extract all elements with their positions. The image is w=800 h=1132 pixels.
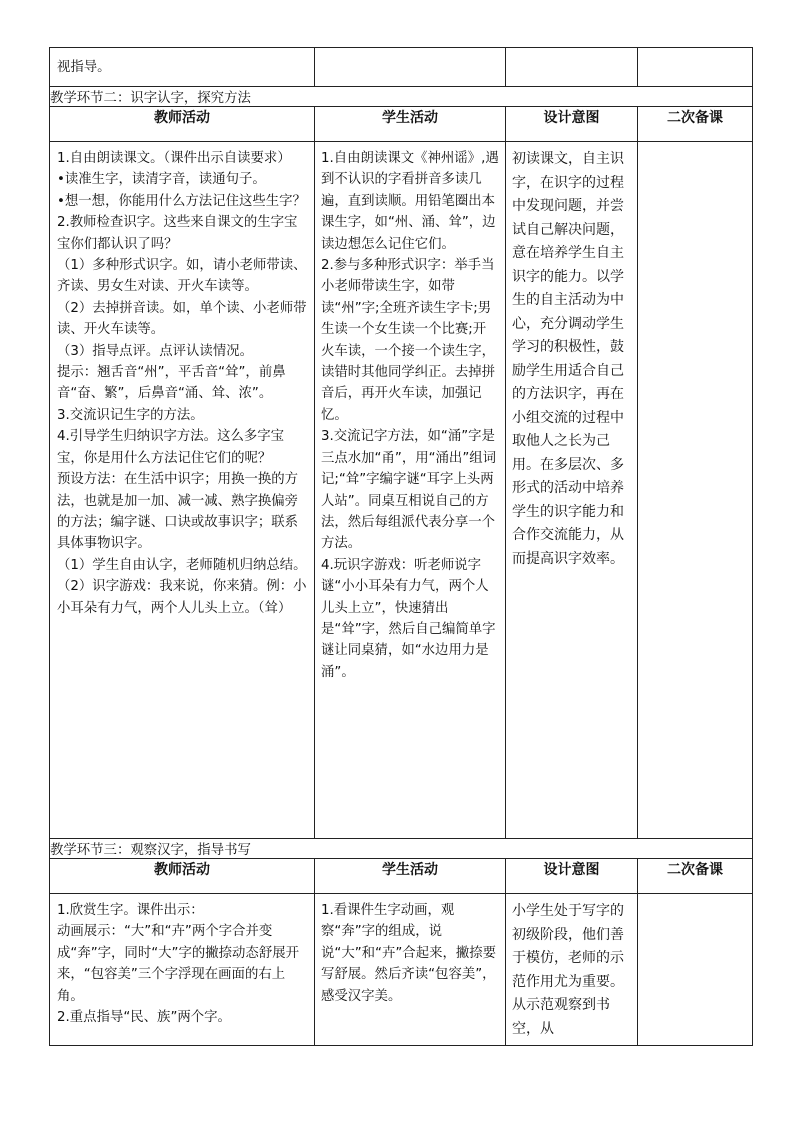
design-intent-cell — [506, 142, 638, 839]
teacher-step: 4.引导学生归纳识字方法。这么多字宝宝，你是用什么方法记住它们的呢？ — [57, 429, 285, 466]
student-step: 1.自由朗读课文《神州谣》,遇到不认识的字看拼音多读几遍，直到读顺。用铅笔圈出本课生字，如“州、涌、耸”，边读边想怎么记住它们。 — [321, 151, 499, 252]
teacher-step: 1.自由朗读课文。（课件出示自读要求） — [57, 151, 291, 166]
second-prep-cell — [638, 142, 753, 839]
teacher-activity-cell — [50, 142, 315, 839]
header-row — [50, 107, 753, 142]
content-row — [50, 142, 753, 839]
header-teacher-activity: 教师活动 — [50, 859, 315, 894]
student-activity-cell — [315, 48, 506, 87]
header-design-intent: 设计意图 — [506, 107, 638, 142]
header-row — [50, 859, 753, 894]
student-step: 2.参与多种形式识字：举手当小老师带读生字，如带读“州”字;全班齐读生字卡;男生读一个女生读一个比赛;开火车读，一个接一个读生字，读错时其他同学纠正。去掉拼音后，再开火车读，加强记忆。 — [321, 258, 496, 423]
teacher-activity-text: 视指导。 — [57, 60, 111, 75]
student-step: 3.交流记字方法，如“涌”字是三点水加“甬”，用“涌出”组词记;“耸”字编字谜“耳字上头两人站”。同桌互相说自己的方法，然后每组派代表分享一个方法。 — [321, 429, 497, 552]
header-second-prep: 二次备课 — [638, 107, 753, 142]
teacher-step: （3）指导点评。点评认读情况。 — [57, 343, 253, 359]
header-student-activity: 学生活动 — [315, 859, 506, 894]
student-activity-cell — [315, 142, 506, 839]
section-title: 教学环节二：识字认字，探究方法 — [50, 87, 753, 107]
header-teacher-activity: 教师活动 — [50, 107, 315, 142]
teacher-step: （2）去掉拼音读。如，单个读、小老师带读、开火车读等。 — [57, 300, 307, 338]
design-intent-text: 初读课文，自主识字，在识字的过程中发现问题，并尝试自己解决问题，意在培养学生自主识字的能力。以学生的自主活动为中心，充分调动学生学习的积极性，鼓励学生用适合自己的方法识字，再在小组交流的过程中取他人之长为己用。在多层次、多形式的活动中培养学生的识字能力和合作交流能力，从而提高识字效率。 — [512, 151, 624, 567]
content-row — [50, 894, 753, 1046]
teacher-step: 动画展示：“大”和“卉”两个字合并变成“奔”字，同时“大”字的撇捺动态舒展开来，“包容美”三个字浮现在画面的右上角。 — [57, 924, 299, 1004]
teacher-step: 1.欣赏生字。课件出示： — [57, 903, 204, 918]
design-intent-text: 小学生处于写字的初级阶段，他们善于模仿，老师的示范作用尤为重要。从示范观察到书空，从 — [512, 903, 624, 1037]
teacher-step: •读准生字，读清字音，读通句子。 — [57, 172, 266, 188]
teacher-activity-cell — [50, 48, 315, 87]
section-row — [50, 87, 753, 107]
teacher-step: （1）学生自由认字，老师随机归纳总结。 — [57, 557, 307, 573]
header-design-intent: 设计意图 — [506, 859, 638, 894]
teacher-step: 3.交流识记生字的方法。 — [57, 407, 204, 423]
teacher-step: （1）多种形式识字。如，请小老师带读、齐读、男女生对读、开火车读等。 — [57, 258, 307, 295]
design-intent-cell — [506, 894, 638, 1046]
second-prep-cell — [638, 894, 753, 1046]
teacher-step: 2.重点指导“民、族”两个字。 — [57, 1010, 231, 1026]
section-row — [50, 839, 753, 859]
teacher-step: 2.教师检查识字。这些来自课文的生字宝宝你们都认识了吗？ — [57, 215, 298, 252]
teacher-step: （2）识字游戏：我来说，你来猜。例：小小耳朵有力气，两个人儿头上立。（耸） — [57, 579, 307, 616]
header-student-activity: 学生活动 — [315, 107, 506, 142]
teacher-step: 提示：翘舌音“州”，平舌音“耸”，前鼻音“奋、繁”，后鼻音“涌、耸、浓”。 — [57, 365, 286, 402]
header-second-prep: 二次备课 — [638, 859, 753, 894]
student-step: 4.玩识字游戏：听老师说字谜“小小耳朵有力气，两个人儿头上立”，快速猜出是“耸”字，然后自己编简单字谜让同桌猜，如“水边用力是涌”。 — [321, 557, 496, 680]
teacher-step: •想一想，你能用什么方法记住这些生字？ — [57, 193, 306, 209]
lesson-plan-table — [49, 47, 753, 1046]
student-activity-cell — [315, 894, 506, 1046]
design-intent-cell — [506, 48, 638, 87]
teacher-step: 预设方法：在生活中识字；用换一换的方法，也就是加一加、减一减、熟字换偏旁的方法；编字谜、口诀或故事识字；联系具体事物识字。 — [57, 472, 299, 552]
teacher-activity-cell — [50, 894, 315, 1046]
section-title: 教学环节三：观察汉字，指导书写 — [50, 839, 753, 859]
second-prep-cell — [638, 48, 753, 87]
continuation-row — [50, 48, 753, 87]
student-step: 1.看课件生字动画，观察“奔”字的组成，说说“大”和“卉”合起来，撇捺要写舒展。然后齐读“包容美”，感受汉字美。 — [321, 903, 497, 1004]
